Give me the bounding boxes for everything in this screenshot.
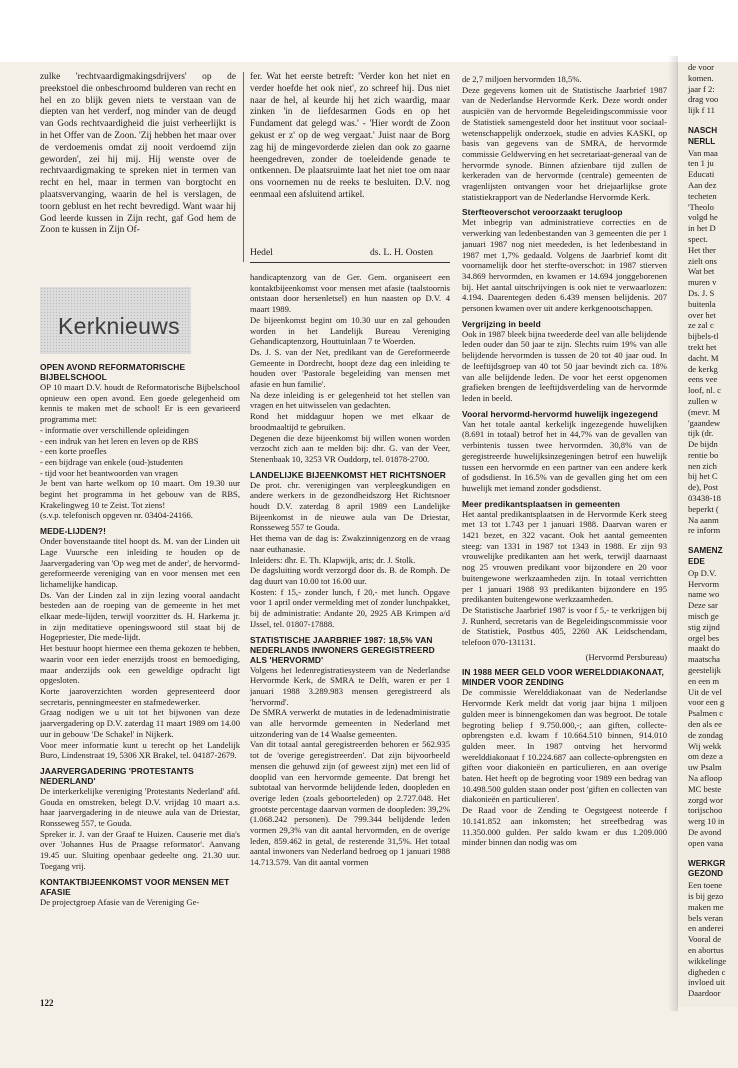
adjacent-page-line: om deze a — [688, 751, 723, 762]
top-column-1 — [40, 72, 236, 272]
adjacent-page-line: Wij wekk — [688, 740, 722, 751]
adjacent-page-line: bels veran — [688, 912, 724, 923]
news-heading: KONTAKTBIJEENKOMST VOOR MENSEN MET AFASIE — [40, 876, 230, 897]
adjacent-page-line: ten 1 ju — [688, 158, 714, 169]
adjacent-page-line: de voor — [688, 62, 715, 72]
adjacent-page-line: en anderei — [688, 923, 724, 934]
adjacent-page-line: techeten — [688, 190, 717, 201]
news-paragraph: Voor meer informatie kunt u terecht op het Landelijk Buro, Lindenstraat 19, 5306 XR Brakel, tel. 04187-2679. — [40, 739, 240, 761]
news-paragraph: Graag nodigen we u uit tot het bijwonen van deze jaarvergadering op D.V. zaterdag 11 maart 1989 om 14.00 uur in gebouw 'De Schakel' in Nijkerk. — [40, 707, 240, 739]
news-paragraph: Het aantal predikantsplaatsen in de Hervormde Kerk steeg met 13 tot 1.743 per 1 januari 1988. Daarvan waren er 1421 bezet, en 322 vacant. Ook het aantal gemeenten steeg: van 1331 in 1987 tot 1343 in 1988. Er zijn 93 vrouwelijke predikanten aan het werk, terwijl daarnaast nog 25 vrouwen predikant voor bijzondere en 20 voor buitengewone werkzaamheden zijn. In totaal verrichtten per 1 januari 1988 93 predikanten bijzondere en 195 predikanten buitengewone werkzaamheden. — [462, 508, 667, 605]
adjacent-page-line: tijk (dr. — [688, 428, 714, 439]
news-paragraph: De Raad voor de Zending te Oegstgeest noteerde f 10.141.852 aan inkomsten; het streefbedrag was 11.350.000 gulden. Per saldo kwam er dus 1.209.000 minder binnen dan nodig was om — [462, 805, 667, 848]
news-paragraph: Van het totale aantal kerkelijk ingezegende huwelijken (8.691 in totaal) betrof het in 44,7% van de gevallen van verbintenis tussen twee hervormden. 30,8% van de geregistreerde huwelijksinzegeningen betrof een huwelijk tussen een hervormde en een partner van een andere kerk of godsdienst. In 16.5% van de gevallen ging het om een huwelijk met iemand zonder godsdienst. — [462, 418, 667, 493]
adjacent-page-line: Deze sar — [688, 600, 718, 611]
news-paragraph: Met inbegrip van administratieve correcties en de verwerking van ledenbestanden van 3 gemeenten die per 1 januari 1987 nog niet meededen, is het ledenbestand in 1987 met 1,7% gedaald. Volgens de Jaarbrief komt dit voornamelijk door het sterfte-overschot: in 1987 stierven 34.869 hervormden, en kwamen er 14.694 jonggeborenen bij. Het aantal uitschrijvingen is ook niet te verwaarlozen: 4.194. Daarentegen deden 6.439 mensen belijdenis. 207 personen kwamen over uit andere kerkgenootschappen. — [462, 217, 667, 314]
source-credit: (Hervormd Persbureau) — [585, 651, 667, 662]
news-heading: IN 1988 MEER GELD VOOR WERELDDIAKONAAT, MINDER VOOR ZENDING — [462, 667, 664, 688]
news-column-2 — [250, 272, 450, 1002]
adjacent-page-line: komen. — [688, 72, 714, 83]
article-end-rule — [250, 262, 450, 263]
adjacent-page-line: Hervorm — [688, 578, 720, 589]
adjacent-page-line: buitenla — [688, 298, 716, 309]
adjacent-page-line: ze zal c — [688, 320, 714, 331]
news-heading: Sterfteoverschot veroorzaakt terugloop — [462, 207, 623, 218]
adjacent-page-line: over het — [688, 309, 716, 320]
news-paragraph: de 2,7 miljoen hervormden 18,5%. — [462, 74, 582, 84]
adjacent-page-line: nen zich — [688, 460, 717, 471]
adjacent-page-line: torijschoo — [688, 805, 723, 816]
adjacent-page-line: trekt het — [688, 341, 717, 352]
news-paragraph: De prot. chr. verenigingen van verpleegkundigen en andere werkers in de gezondheidszorg Het Richtsnoer houdt D.V. zaterdag 8 april 1989 een Landelijke Bijeenkomst in de nieuwe aula van De Driestar, Ronsseweg 557 te Gouda. — [250, 479, 450, 533]
adjacent-page-line: maken me — [688, 901, 724, 912]
news-paragraph: OP 10 maart D.V. houdt de Reformatorische Bijbelschool opnieuw een open avond. Een goede gelegenheid om kennis te maken met de school! Er is een gevarieerd programma met: — [40, 382, 240, 425]
adjacent-page-line: 'gaandew — [688, 417, 721, 428]
adjacent-page-line: bijbels-tl — [688, 331, 719, 342]
adjacent-page-line: lijk f 11 — [688, 105, 715, 116]
adjacent-page-line: volgd he — [688, 212, 718, 223]
adjacent-page-line: en een m — [688, 675, 720, 686]
adjacent-page-line: Psalmen c — [688, 708, 724, 719]
news-heading: Vooral hervormd-hervormd huwelijk ingezegend — [462, 408, 658, 419]
adjacent-page-line: werg 10 in — [688, 816, 725, 827]
news-heading: Vergrijzing in beeld — [462, 318, 541, 329]
adjacent-page-line: Het ther — [688, 244, 716, 255]
adjacent-page-line: jaar f 2: — [688, 83, 715, 94]
adjacent-page-line: voor een g — [688, 697, 725, 708]
news-paragraph: De interkerkelijke vereniging 'Protestants Nederland' afd. Gouda en omstreken, belegt D.V. vrijdag 10 maart a.s. haar jaarvergadering in de nieuwe aula van de Driestar, Ronsseweg 557, te Gouda. — [40, 785, 240, 829]
adjacent-page-line: orgel bes — [688, 632, 720, 643]
news-heading: Meer predikantsplaatsen in gemeenten — [462, 498, 621, 509]
adjacent-page-line: de kerkg — [688, 363, 718, 374]
adjacent-page-line: uw Psalm — [688, 762, 722, 773]
adjacent-page-line: Ds. J. S — [688, 287, 715, 298]
adjacent-page-line: open vana — [688, 837, 724, 848]
news-paragraph: - een bijdrage van enkele (oud-)studenten — [40, 456, 183, 467]
adjacent-page-line: Na afloop — [688, 773, 723, 783]
column-divider-top — [243, 72, 244, 262]
section-banner — [40, 287, 191, 354]
news-paragraph: Onder bovenstaande titel hoopt ds. M. van der Linden uit Lage Vuursche een inleiding te houden op de Jaarvergadering van 'Op weg met de ander', de hervormd-gereformeerde vereniging van en voor mensen met een lichamelijke handicap. — [40, 536, 240, 589]
adjacent-page-line — [678, 536, 738, 546]
adjacent-page-line: De avond — [688, 826, 722, 837]
top-column-2 — [250, 72, 450, 232]
page-number: 122 — [40, 998, 54, 1008]
adjacent-page-line: in het D — [688, 223, 716, 234]
adjacent-page-line: dacht. M — [688, 352, 719, 363]
adjacent-page-fragment — [677, 62, 738, 1007]
adjacent-page-line: spect. — [688, 233, 708, 244]
adjacent-page-line: Aan dez — [688, 179, 717, 190]
adjacent-page-line: NERLL — [688, 136, 716, 146]
adjacent-page-line: Wat bet — [688, 266, 715, 277]
adjacent-page-line: muren v — [688, 277, 717, 288]
signature-author: ds. L. H. Oosten — [370, 247, 433, 258]
adjacent-page-line: Na aanm — [688, 514, 719, 525]
adjacent-page-line: digheden c — [688, 966, 726, 977]
adjacent-page-line — [678, 849, 738, 859]
adjacent-page-line: de zondag — [688, 729, 724, 740]
adjacent-page-line: 'Theolo — [688, 201, 714, 212]
news-paragraph: Je bent van harte welkom op 10 maart. Om 19.30 uur begint het programma in het gebouw van de RBS, Krakelingweg 10 te Zeist. Tot ziens! — [40, 478, 240, 510]
adjacent-page-line: bij het C — [688, 471, 718, 482]
adjacent-page-line: beperkt ( — [688, 503, 719, 514]
adjacent-page-line: Van maa — [688, 147, 718, 158]
news-paragraph: Deze gegevens komen uit de Statistische Jaarbrief 1987 van de Nederlandse Hervormde Kerk. Deze wordt onder auspiciën van de hervormde Begeleidingscommissie voor de Statistiek samengesteld door het instituut voor sociaal-wetenschappelijk onderzoek, studie en advies KASKI, op basis van gegevens van de SMRA, de hervormde commissie Geldwerving en het secretariaat-generaal van de hervormde synode. Binnen afzienbare tijd zullen de kerkeraden van de hervormde (centrale) gemeenten de vragenlijsten ontvangen voor het driejaarlijkse grote statistiekrapport van de Nederlandse Hervormde Kerk. — [462, 84, 667, 202]
news-column-1 — [40, 357, 240, 997]
article-continuation-text-2: fer. Wat het eerste betreft: 'Verder kon het niet en verder hoefde het ook niet', zo schreef hij. Dus niet naar de hel, al keurde hij het zich waardig, maar zinken 'in de liefdesarmen Gods en op het Fundament dat gelegd was.' - 'Hier wordt de Zoon gekust er z' op de weg vergaat.' Juist naar de Borg zag hij de mingevorderde zielen dan ook zo gaarne heengedreven, zonder de toeleidende genade te ontkennen. De plaatsruimte laat het niet toe om naar ons voornemen nu de reeks te besluiten. D.V. nog eenmaal een afsluitend artikel. — [250, 72, 450, 200]
news-paragraph: Degenen die deze bijeenkomst bij willen wonen worden verzocht zich aan te melden bij: dhr. G. van der Veer, Stenenbaak 10, 3253 VR Ouddorp, tel. 01878-2700. — [250, 432, 450, 464]
news-paragraph: Inleiders: dhr. E. Th. Klapwijk, arts; dr. J. Stolk. — [250, 554, 416, 565]
section-title: Kerknieuws — [58, 313, 180, 339]
adjacent-page-line: maatscha — [688, 654, 720, 665]
news-column-3 — [462, 74, 667, 1012]
news-heading: STATISTISCHE JAARBRIEF 1987: 18,5% VAN NEDERLANDS INWONERS GEREGISTREERD ALS 'HERVORMD' — [250, 634, 435, 665]
adjacent-page-line: de), Post — [688, 482, 719, 493]
adjacent-page-line: rentie bo — [688, 449, 719, 460]
signature-place: Hedel — [250, 247, 273, 258]
adjacent-page-line: misch ge — [688, 611, 719, 622]
news-paragraph: Kosten: f 15,- zonder lunch, f 20,- met lunch. Opgave voor 1 april onder vermelding met of zonder lunchpakket, bij de administratie: Andante 20, 2925 AB Krimpen a/d IJssel, tel. 01807-17888. — [250, 586, 450, 629]
news-paragraph: Korte jaaroverzichten worden gepresenteerd door secretaris, penningmeester en stafmedewerker. — [40, 685, 240, 707]
adjacent-page-line: re inform — [688, 525, 721, 536]
adjacent-page-line: 03438-18 — [688, 493, 721, 504]
adjacent-page-line: NASCH — [688, 125, 718, 135]
news-paragraph: - informatie over verschillende opleidingen — [40, 424, 189, 435]
adjacent-page-line: geestelijk — [688, 665, 721, 676]
adjacent-page-line: Op D.V. — [688, 567, 717, 578]
adjacent-page-line: SAMENZ — [688, 546, 723, 556]
news-paragraph: Volgens het ledenregistratiesysteem van de Nederlandse Hervormde Kerk, de SMRA te Delft, waren er per 1 januari 1988 3.289.983 mensen geregistreerd als 'hervormd'. — [250, 664, 450, 707]
adjacent-page-line: (mevr. M — [688, 406, 720, 417]
adjacent-page-line: Daardoor — [688, 988, 721, 999]
adjacent-page-line: maakt do — [688, 643, 720, 654]
adjacent-page-line: MC beste — [688, 783, 722, 794]
news-paragraph: Ds. J. S. van der Net, predikant van de Gereformeerde Gemeente in Dordrecht, hoopt deze dag een inleiding te houden over 'Pastorale begeleiding van mensen met afasie en hun familie'. — [250, 346, 450, 390]
news-paragraph: Het thema van de dag is: Zwakzinnigenzorg en de vraag naar euthanasie. — [250, 533, 450, 554]
news-paragraph: Rond het middaguur hopen we met elkaar de broodmaaltijd te gebruiken. — [250, 411, 450, 432]
adjacent-page-line: WERKGR — [688, 858, 726, 868]
adjacent-page-line: De bijdn — [688, 439, 718, 450]
news-heading: LANDELIJKE BIJEENKOMST HET RICHTSNOER — [250, 469, 446, 480]
news-paragraph: - een indruk van het leren en leven op de RBS — [40, 435, 199, 446]
adjacent-page-line: GEZOND — [688, 869, 724, 879]
adjacent-page-line: zorgd wor — [688, 794, 723, 805]
adjacent-page-line: zullen w — [688, 395, 718, 406]
adjacent-page-line: en abortus — [688, 944, 724, 955]
adjacent-page-line: Uit de vel — [688, 686, 722, 697]
adjacent-page-line: eens vee — [688, 374, 718, 385]
news-paragraph: De bijeenkomst begint om 10.30 uur en zal gehouden worden in het Landelijk Bureau Vereniging Gehandicaptenzorg, Houttuinlaan 7 te Woerden. — [250, 314, 450, 347]
news-paragraph: - een korte proefles — [40, 446, 107, 457]
scan-top-margin — [0, 0, 738, 62]
news-paragraph: Ds. Van der Linden zal in zijn lezing vooral aandacht besteden aan de roeping van de gemeente in het met elkaar mede-lijden, terwijl voorzitter ds. H. Harkema jr. in zijn meditatieve openingswoord stil staat bij de Hogepriester, Die mede-lijdt. — [40, 589, 240, 643]
news-paragraph: Ook in 1987 bleek bijna tweederde deel van alle belijdende leden ouder dan 50 jaar te zijn. Slechts ruim 19% van alle belijdende hervormden is tussen de 20 tot 40 jaar oud. In de leeftijdsgroep van 40 tot 50 jaar bevindt zich ca. 18% van alle belijdende leden. De voor het eerst opgenomen grafieken brengen de leeftijdsverdeling van de hervormde leden in beeld. — [462, 328, 667, 403]
article-continuation-text-1: zulke 'rechtvaardigmakingsdrijvers' op de preekstoel die onbeschroomd bulderen van recht en hel en zo blijk geven niets te verstaan van de diepten van het verderf, nog minder van de deugd van Gods rechtvaardigheid die juist verheerlijkt is in het Offer van de Zoon. 'Zij hebben het maar over de verdoemenis omdat zij nooit verdoemd zijn geworden', zei hij mij. Hij wenste over de rechtvaardigmaking te spreken niet in termen van recht en hel, maar in termen van borgtocht en plaatsvervanging, waarin de hel is verslagen, de toorn geblust en het recht bevredigd. Want waar hij God leerde kussen in Zijn recht, gaf God hem de Zoon te kussen in Zijn Of- — [40, 72, 236, 236]
news-paragraph: Van dit totaal aantal geregistreerden behoren er 562.935 tot de 'overige geregistreerden'. Dat zijn bijvoorbeeld mensen die gehuwd zijn (of geweest zijn) met een lid of dooplid van een hervormde gemeente. Dat brengt het subtotaal van hervormde belijdende leden, doopleden en overige leden (zoals geboorteleden) op 2.727.048. Het grootste percentage daarvan vormen de doopleden: 39,2% (1.068.242 personen). De 799.344 belijdende leden vormen 29,3% van dit aantal hervormden, en de overige leden, 859.462 in getal, de resterende 31,5%. Het totaal aantal inwoners van Nederland bedroeg op 1 januari 1988 14.713.579. Van dit aantal vormen — [250, 739, 450, 868]
adjacent-page-line — [678, 116, 738, 126]
news-paragraph: - tijd voor het beantwoorden van vragen — [40, 467, 178, 478]
adjacent-page-line: wikkelinge — [688, 955, 727, 966]
adjacent-page-line: loof, nl. c — [688, 385, 721, 396]
adjacent-page-line: invloed uit — [688, 977, 725, 988]
news-heading: OPEN AVOND REFORMATORISCHE BIJBELSCHOOL — [40, 362, 186, 382]
news-paragraph: De projectgroep Afasie van de Vereniging Ge- — [40, 896, 200, 907]
news-heading: MEDE-LIJDEN?! — [40, 526, 106, 537]
news-paragraph: Na deze inleiding is er gelegenheid tot het stellen van vragen en het uitwisselen van gedachten. — [250, 389, 450, 411]
adjacent-page-line: name wo — [688, 589, 720, 600]
news-paragraph: De dagsluiting wordt verzorgd door ds. B. de Romph. De dag duurt van 10.00 tot 16.00 uur. — [250, 565, 450, 586]
news-paragraph: (s.v.p. telefonisch opgeven nr. 03404-24166. — [40, 510, 193, 521]
news-paragraph: De Statistische Jaarbrief 1987 is voor f 5,- te verkrijgen bij J. Runherd, secretaris van de Begeleidingscommissie voor de Statistiek, Postbus 405, 2260 AK Leidschendam, telefoon 070-131131. — [462, 604, 667, 648]
news-paragraph: handicaptenzorg van de Ger. Gem. organiseert een kontaktbijeenkomst voor mensen met afasie (taalstoornis ontstaan door hersenletsel) en hun naasten op D.V. 4 maart 1989. — [250, 272, 450, 315]
news-paragraph: Spreker ir. J. van der Graaf te Huizen. Causerie met dia's over 'Johannes Hus de Praagse reformator'. Aanvang 19.45 uur. Sluiting openbaar gedeelte ong. 21.30 uur. Toegang vrij. — [40, 828, 240, 871]
news-paragraph: De SMRA verwerkt de mutaties in de ledenadministratie van alle hervormde gemeenten in Nederland met uitzondering van de 14 Waalse gemeenten. — [250, 707, 450, 739]
news-heading: JAARVERGADERING 'PROTESTANTS NEDERLAND' — [40, 765, 194, 786]
adjacent-page-line: Een toene — [688, 880, 723, 891]
adjacent-page-line: stig zijnd — [688, 621, 720, 632]
adjacent-page-line: den als ee — [688, 719, 722, 730]
news-paragraph: Het bestuur hoopt hiermee een thema gekozen te hebben, waarin voor een ieder enerzijds troost en bemoediging, maar anderzijds ook een geweldige opdracht ligt opgesloten. — [40, 643, 240, 686]
adjacent-page-line: zielt ons — [688, 255, 717, 266]
news-paragraph: De commissie Werelddiakonaat van de Nederlandse Hervormde Kerk meldt dat vorig jaar bijna 1 miljoen gulden meer is binnengekomen dan was begroot. De totale begroting beliep f 9.750.000,-; aan giften, collecte-opbrengsten e.d. kwam f 10.664.510 binnen, 914.010 gulden meer. In 1987 ontving het hervormd werelddiakonaat f 10.224.687 aan collecte-opbrengsten en giften voor diakonieën en particulieren, en aan overige baten. Het heeft op de begroting voor 1989 een bedrag van 10.498.500 gulden staan onder post 'giften en collecten van diakonieën en particulieren'. — [462, 687, 667, 805]
adjacent-page-line: is bij gezo — [688, 890, 724, 901]
adjacent-page-line: EDE — [688, 557, 705, 567]
adjacent-page-line: Educati — [688, 169, 715, 180]
adjacent-page-line: drag voo — [688, 94, 719, 105]
adjacent-page-line: Vooral de — [688, 934, 722, 945]
